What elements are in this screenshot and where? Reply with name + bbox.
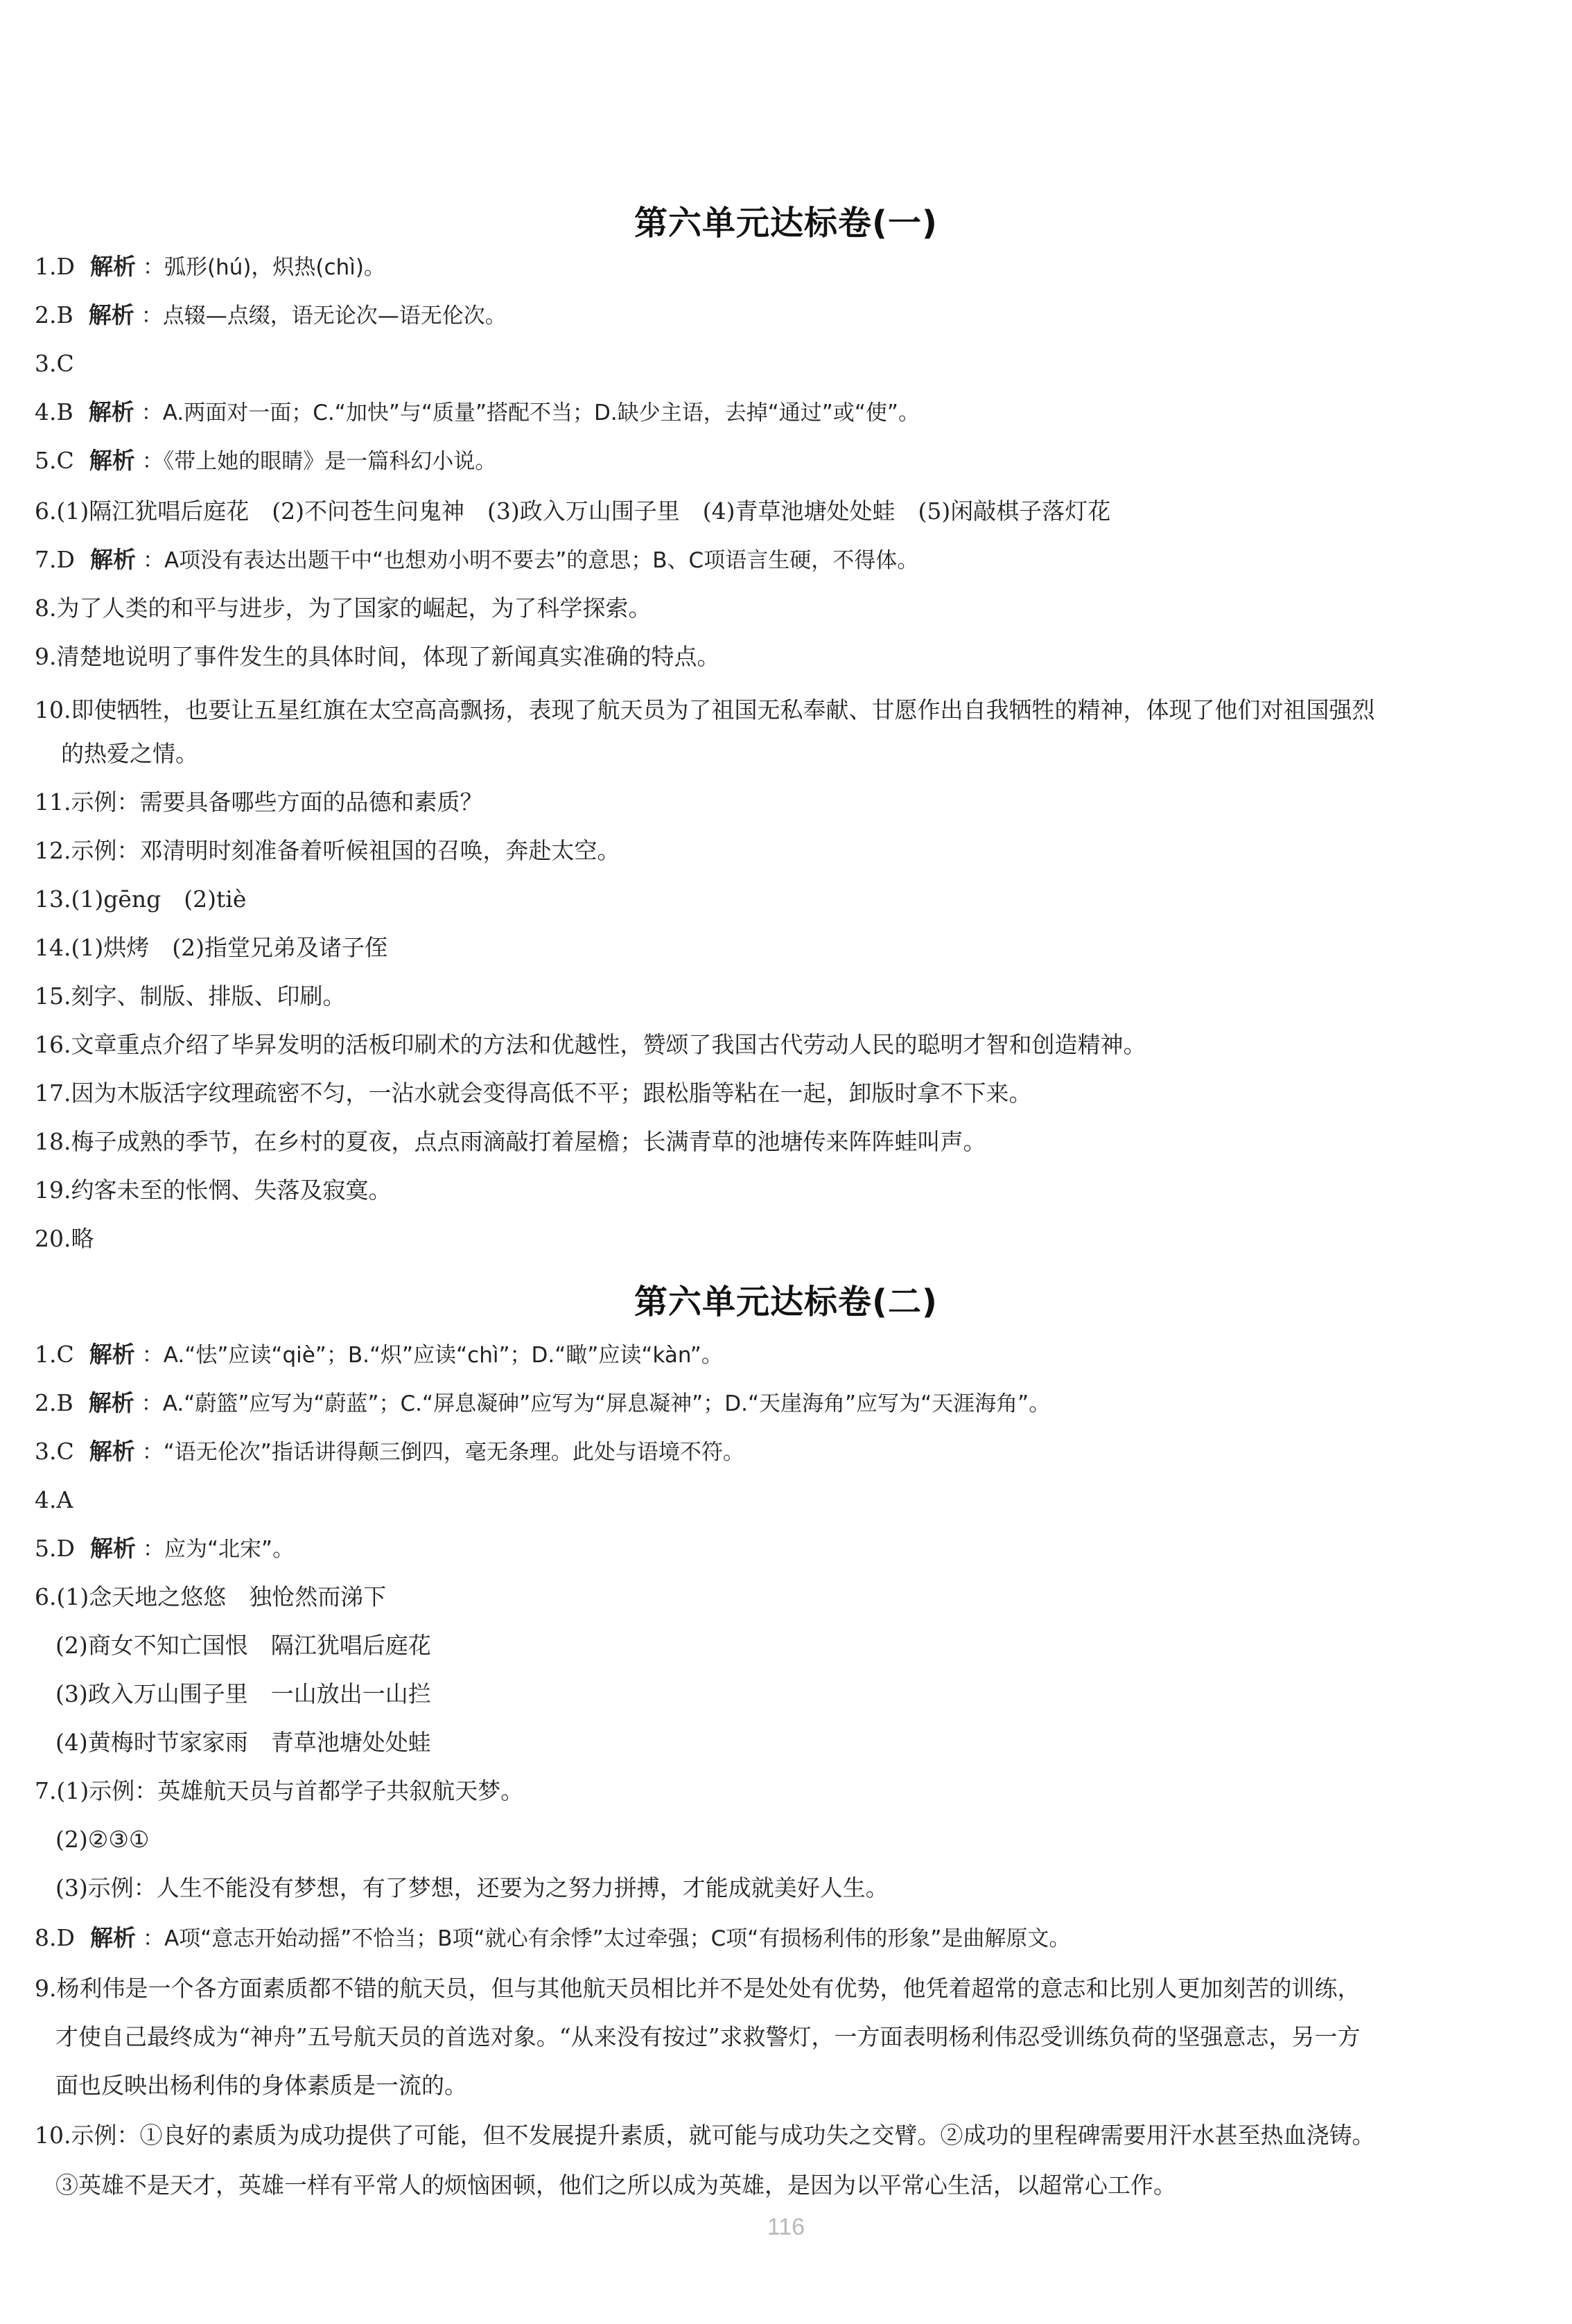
answer-number: 1.C	[35, 1341, 74, 1368]
analysis-label: 解析	[89, 1924, 136, 1951]
answer-4	[35, 398, 920, 427]
analysis-text: ：点辍—点缀，语无论次—语无伦次。	[141, 303, 507, 328]
analysis-text: ：“语无伦次”指话讲得颠三倒四，毫无条理。此处与语境不符。	[141, 1440, 744, 1465]
answer-10-line-1: 10.示例：①良好的素质为成功提供了可能，但不发展提升素质，就可能与成功失之交臂。②成功的里程碑需要用汗水甚至热血浇铸。	[35, 2122, 1375, 2149]
analysis-label: 解析	[88, 398, 134, 425]
answer-9-line-3: 面也反映出杨利伟的身体素质是一流的。	[55, 2072, 467, 2099]
analysis-text: ：A项没有表达出题干中“也想劝小明不要去”的意思；B、C项语言生硬，不得体。	[142, 548, 919, 573]
answer-10-line-2: ③英雄不是天才，英雄一样有平常人的烦恼困顿，他们之所以成为英雄，是因为以平常心生活，以超常心工作。	[55, 2172, 1176, 2199]
analysis-label: 解析	[89, 1438, 135, 1465]
analysis-label: 解析	[89, 447, 135, 474]
answer-number: 1.D	[35, 253, 75, 280]
answer-1	[35, 253, 385, 281]
answer-10-line-2: 的热爱之情。	[61, 740, 198, 767]
answer-number: 3.C	[35, 1438, 74, 1465]
answer-number: 7.D	[35, 546, 75, 573]
answer-9-line-2: 才使自己最终成为“神舟”五号航天员的首选对象。“从来没有按过”求救警灯，一方面表明杨利伟忍受训练负荷的坚强意志，另一方	[55, 2023, 1361, 2050]
answer-7-line-3: (3)示例：人生不能没有梦想，有了梦想，还要为之努力拼搏，才能成就美好人生。	[55, 1874, 889, 1901]
answer-2	[35, 1389, 1050, 1418]
page-number: 116	[767, 2214, 805, 2240]
analysis-text: ：弧形(hú)，炽热(chì)。	[142, 255, 385, 280]
answer-19: 19.约客未至的怅惘、失落及寂寞。	[35, 1177, 392, 1204]
answer-1	[35, 1341, 723, 1369]
answer-15: 15.刻字、制版、排版、印刷。	[35, 983, 346, 1010]
analysis-label: 解析	[88, 1389, 134, 1416]
answer-17: 17.因为木版活字纹理疏密不匀，一沾水就会变得高低不平；跟松脂等粘在一起，卸版时拿不下来。	[35, 1080, 1032, 1107]
answer-3: 3.C	[35, 350, 74, 377]
answer-number: 2.B	[35, 1389, 73, 1416]
section-title-2: 第六单元达标卷(二)	[634, 1283, 938, 1321]
answer-4: 4.A	[35, 1486, 73, 1513]
answer-7-line-2: (2)②③①	[55, 1826, 150, 1853]
answer-number: 5.D	[35, 1535, 75, 1562]
analysis-label: 解析	[89, 253, 136, 280]
answer-6-line-4: (4)黄梅时节家家雨 青草池塘处处蛙	[55, 1729, 431, 1756]
answer-8: 8.为了人类的和平与进步，为了国家的崛起，为了科学探索。	[35, 595, 652, 622]
answer-6-line-1: 6.(1)念天地之悠悠 独怆然而涕下	[35, 1583, 387, 1610]
answer-10-line-1: 10.即使牺牲，也要让五星红旗在太空高高飘扬，表现了航天员为了祖国无私奉献、甘愿作出自我牺牲的精神，体现了他们对祖国强烈	[35, 696, 1375, 723]
answer-5	[35, 447, 496, 475]
answer-number: 4.B	[35, 398, 73, 425]
answer-7	[35, 546, 918, 574]
answer-3	[35, 1438, 744, 1466]
analysis-label: 解析	[89, 1341, 135, 1368]
answer-8	[35, 1924, 1070, 1953]
analysis-label: 解析	[88, 301, 134, 328]
answer-11: 11.示例：需要具备哪些方面的品德和素质？	[35, 789, 483, 816]
analysis-text: ：A项“意志开始动摇”不恰当；B项“就心有余悸”太过牵强；C项“有损杨利伟的形象”是曲解原文。	[142, 1926, 1071, 1951]
answer-6: 6.(1)隔江犹唱后庭花 (2)不问苍生问鬼神 (3)政入万山围子里 (4)青草池塘处处蛙 (5)闲敲棋子落灯花	[35, 498, 1111, 525]
answer-number: 8.D	[35, 1924, 75, 1951]
analysis-label: 解析	[89, 546, 136, 573]
analysis-text: ：应为“北宋”。	[142, 1537, 295, 1562]
answer-2	[35, 301, 507, 330]
answer-16: 16.文章重点介绍了毕昇发明的活板印刷术的方法和优越性，赞颂了我国古代劳动人民的聪明才智和创造精神。	[35, 1031, 1146, 1058]
answer-20: 20.略	[35, 1225, 94, 1252]
analysis-text: ：A.两面对一面；C.“加快”与“质量”搭配不当；D.缺少主语，去掉“通过”或“使”。	[141, 400, 920, 425]
answer-9-line-1: 9.杨利伟是一个各方面素质都不错的航天员，但与其他航天员相比并不是处处有优势，他凭着超常的意志和比别人更加刻苦的训练，	[35, 1975, 1361, 2002]
answer-6-line-3: (3)政入万山围子里 一山放出一山拦	[55, 1680, 431, 1707]
answer-12: 12.示例：邓清明时刻准备着听候祖国的召唤，奔赴太空。	[35, 837, 620, 864]
analysis-text: ：《带上她的眼睛》是一篇科幻小说。	[141, 449, 497, 474]
answer-7-line-1: 7.(1)示例：英雄航天员与首都学子共叙航天梦。	[35, 1777, 524, 1804]
answer-6-line-2: (2)商女不知亡国恨 隔江犹唱后庭花	[55, 1632, 431, 1659]
answer-number: 5.C	[35, 447, 74, 474]
section-title-1: 第六单元达标卷(一)	[634, 204, 938, 243]
answer-5	[35, 1535, 294, 1563]
answer-number: 2.B	[35, 301, 73, 328]
analysis-label: 解析	[89, 1535, 136, 1562]
analysis-text: ：A.“蔚篮”应写为“蔚蓝”；C.“屏息凝砷”应写为“屏息凝神”；D.“天崖海角”应写为“天涯海角”。	[141, 1391, 1051, 1416]
answer-18: 18.梅子成熟的季节，在乡村的夏夜，点点雨滴敲打着屋檐；长满青草的池塘传来阵阵蛙叫声。	[35, 1128, 986, 1155]
answer-13: 13.(1)gēng (2)tiè	[35, 886, 247, 913]
answer-14: 14.(1)烘烤 (2)指堂兄弟及诸子侄	[35, 934, 387, 961]
analysis-text: ：A.“怯”应读“qiè”；B.“炽”应读“chì”；D.“瞰”应读“kàn”。	[141, 1343, 723, 1368]
answer-9: 9.清楚地说明了事件发生的具体时间，体现了新闻真实准确的特点。	[35, 643, 720, 670]
